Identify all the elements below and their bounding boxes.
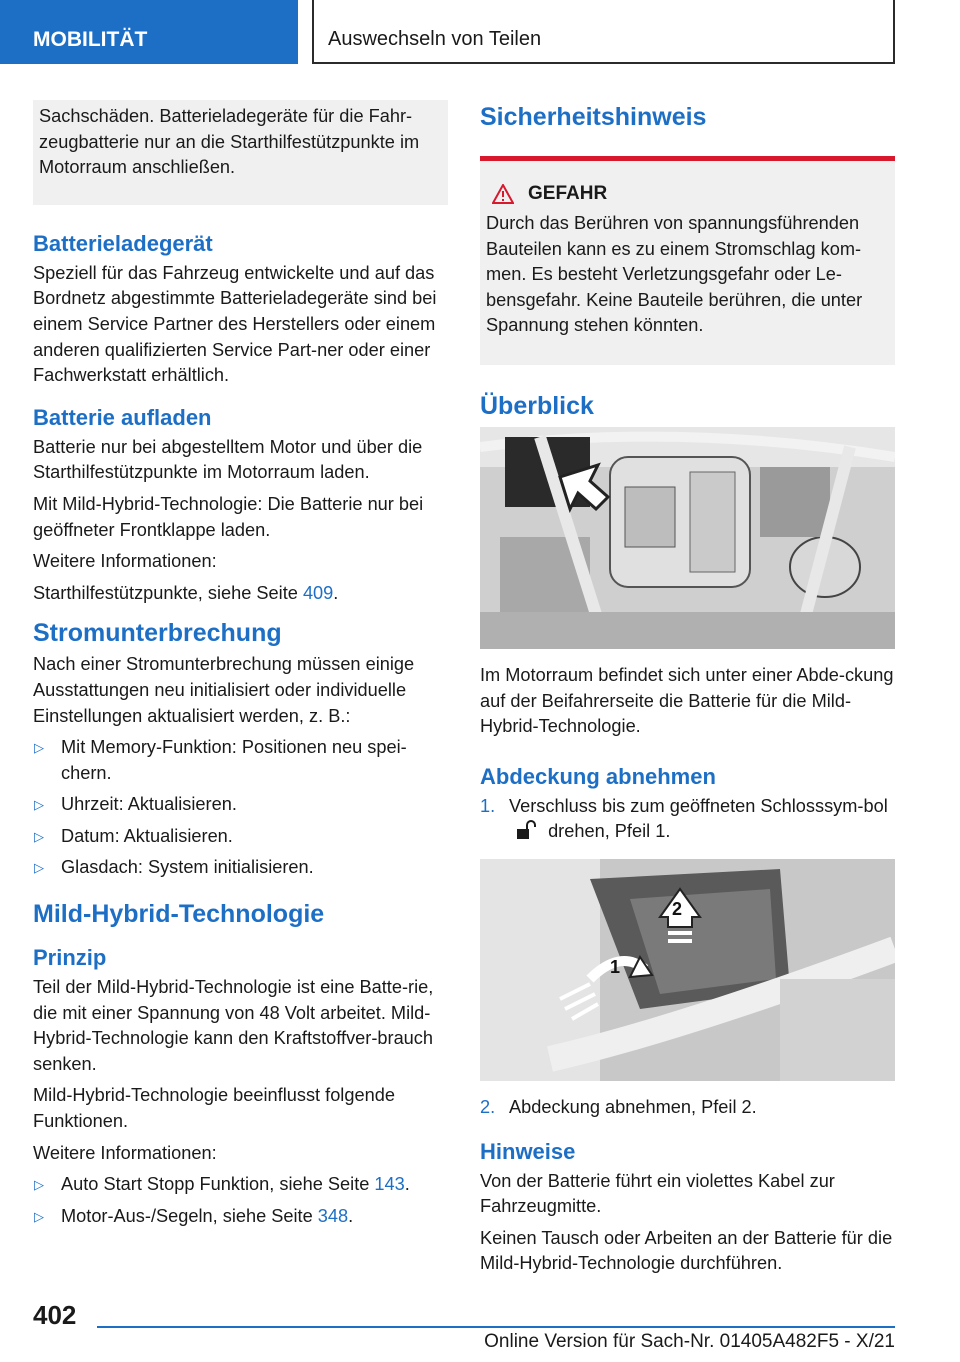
arrow-label-2: 2 (672, 898, 683, 919)
interrupt-heading: Stromunterbrechung (33, 619, 282, 648)
notes-text-2: Keinen Tausch oder Arbeiten an der Batterie für die Mild-Hybrid-Technologie durchführen. (480, 1227, 893, 1274)
list-item: ▷ Mit Memory-Funktion: Positionen neu spei-chern. (34, 737, 407, 783)
safety-heading: Sicherheitshinweis (480, 103, 707, 131)
principle-text-2: Mild-Hybrid-Technologie beeinflusst folgende Funktionen. (33, 1085, 395, 1132)
charger-heading: Batterieladegerät (33, 230, 213, 256)
page-link-143[interactable]: 143 (374, 1174, 405, 1195)
section-tab (0, 0, 298, 64)
danger-title: GEFAHR (486, 183, 887, 205)
charger-text: Speziell für das Fahrzeug entwickelte und auf das Bordnetz abgestimmte Batterieladegeräte sind bei einem Service Partner des Herstellers oder einem anderen qualifizierten Service Part-ner oder einer Fachwerkstatt erhältlich. (33, 262, 437, 386)
list-item: ▷ Uhrzeit: Aktualisieren. (33, 792, 448, 818)
list-item: ▷ Datum: Aktualisieren. (33, 824, 448, 850)
page-link-348[interactable]: 348 (317, 1205, 349, 1226)
cover-steps-2 (480, 1095, 895, 1121)
interrupt-list (33, 735, 448, 881)
triangle-bullet-icon: ▷ (34, 1177, 44, 1193)
page-link-409[interactable]: 409 (302, 582, 334, 603)
battery-cover-photo (480, 859, 895, 1081)
page-number: 402 (33, 1300, 77, 1330)
principle-reference-list (33, 1172, 448, 1229)
triangle-bullet-icon: ▷ (34, 860, 44, 876)
notes-text-1: Von der Batterie führt ein violettes Kabel zur Fahrzeugmitte. (480, 1170, 835, 1217)
online-version-note: Online Version für Sach-Nr. 01405A482F5 - X/21 (484, 1331, 895, 1352)
list-item: 1. Verschluss bis zum geöffneten Schlosssym-bol drehen, Pfeil 1. (480, 795, 888, 842)
engine-bay-photo (480, 427, 895, 649)
mild-hybrid-heading: Mild-Hybrid-Technologie (33, 900, 325, 929)
list-item: ▷ Auto Start Stopp Funktion, siehe Seite 143. (33, 1172, 448, 1198)
charge-more-info: Weitere Informationen: (33, 551, 217, 572)
principle-more-info: Weitere Informationen: (33, 1142, 217, 1163)
left-column (33, 100, 448, 1235)
arrow-label-1: 1 (610, 956, 621, 977)
charge-heading: Batterie aufladen (33, 404, 212, 430)
charge-text-2: Mit Mild-Hybrid-Technologie: Die Batterie nur bei geöffneter Frontklappe laden. (33, 493, 424, 540)
warning-triangle-icon (492, 184, 514, 204)
chapter-header (312, 0, 895, 64)
interrupt-text: Nach einer Stromunterbrechung müssen einige Ausstattungen neu initialisiert oder individuelle Einstellungen aktualisiert werden, z. B.: (33, 654, 415, 726)
charge-text-1: Batterie nur bei abgestelltem Motor und über die Starthilfestützpunkte im Motorraum laden. (33, 436, 423, 483)
list-item: ▷ Motor-Aus-/Segeln, siehe Seite 348. (33, 1204, 448, 1230)
overview-heading: Überblick (480, 391, 594, 420)
notes-heading: Hinweise (480, 1138, 576, 1164)
cover-heading: Abdeckung abnehmen (480, 763, 716, 789)
danger-box (480, 156, 895, 365)
warning-continuation-box (33, 100, 448, 205)
principle-heading: Prinzip (33, 945, 107, 971)
cover-steps-1 (480, 794, 895, 845)
triangle-bullet-icon: ▷ (34, 740, 44, 756)
triangle-bullet-icon: ▷ (34, 797, 44, 813)
triangle-bullet-icon: ▷ (34, 828, 44, 844)
right-column (480, 100, 895, 1283)
footer-divider (97, 1326, 895, 1328)
principle-text-1: Teil der Mild-Hybrid-Technologie ist eine Batte-rie, die mit einer Spannung von 48 Volt arbeitet. Mild-Hybrid-Technologie kann den Kraftstoffver-brauch senken. (33, 977, 434, 1074)
overview-text: Im Motorraum befindet sich unter einer Abde-ckung auf der Beifahrerseite die Batterie für die Mild-Hybrid-Technologie. (480, 664, 894, 737)
list-item: 2. Abdeckung abnehmen, Pfeil 2. (480, 1096, 757, 1117)
open-lock-icon (515, 820, 537, 840)
section-title: MOBILITÄT (33, 28, 148, 51)
charge-reference: Starthilfestützpunkte, siehe Seite 409. (33, 582, 339, 603)
intro-text: Sachschäden. Batterieladegeräte für die Fahr-zeugbatterie nur an die Starthilfestützpunkte im Motorraum anschließen. (39, 106, 420, 178)
triangle-bullet-icon: ▷ (34, 1208, 44, 1224)
danger-text: Durch das Berühren von spannungsführenden Bauteilen kann es zu einem Stromschlag kom-men. Es besteht Verletzungsgefahr oder Le-bensgefahr. Keine Bauteile berühren, die unter Spannung stehen könnten. (486, 213, 863, 336)
list-item: ▷ Glasdach: System initialisieren. (33, 855, 448, 881)
chapter-title: Auswechseln von Teilen (328, 28, 542, 50)
